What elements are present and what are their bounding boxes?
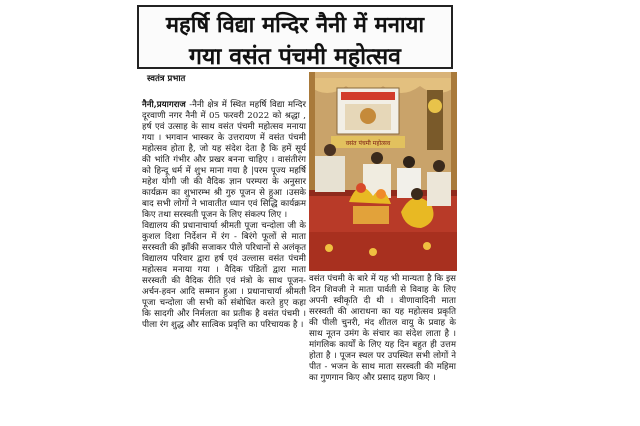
- article-paragraph-2: विद्यालय की प्रधानाचार्या श्रीमती पूजा चन्दोला जी के कुशल दिशा निर्देशन में रंग - बिरंगे फूलों से माता सरस्वती की झाँकी सजाकर पीले परिधानों से अलंकृत विद्यालय परिवार द्वारा हर्ष एवं उल्लास वसंत पंचमी महोत्सव मनाया गया । वैदिक पंडितों द्वारा माता सरस्वती की वैदिक रीति एवं मंत्रो के साथ पूजन-अर्चन-हवन आदि सम्मान हुआ । प्रधानाचार्या श्रीमती पूजा चन्दोला जी सभी को संबोधित करते हुए कहा कि सादगी और निर्मलता का प्रतीक है वसंत पंचमी । पीला रंग शुद्ध और सात्विक प्रवृत्ति का परिचायक है ।: [142, 221, 306, 330]
- headline-line-2: गया वसंत पंचमी महोत्सव: [189, 44, 401, 70]
- article-column-left: [142, 100, 306, 331]
- article-paragraph-3: वसंत पंचमी के बारे में यह भी मान्यता है कि इस दिन शिवजी ने माता पार्वती से विवाह के लिए अपनी स्वीकृति दी थी । वीणावादिनी माता सरस्वती की आराधना का यह महोत्सव प्रकृति की पीली चुनरी, मंद शीतल वायु के प्रवाह के साथ नूतन उमंग के संचार का संदेश लाता है । मांगलिक कार्यों के लिए यह दिन बहुत ही उत्तम होता है । पूजन स्थल पर उपस्थित सभी लोगों ने पीत - भजन के साथ माता सरस्वती की महिमा का गुणगान किए और प्रसाद ग्रहण किए ।: [309, 274, 456, 383]
- photo-banner-text: वसंत पंचमी महोत्सव: [345, 140, 391, 147]
- headline-box: [137, 5, 453, 69]
- headline-line-1: महर्षि विद्या मन्दिर नैनी में मनाया: [165, 13, 425, 38]
- photo-illustration: [309, 72, 457, 271]
- byline: स्वतंत्र प्रभात: [147, 74, 186, 84]
- dateline: नैनी,प्रयागराज: [142, 100, 186, 110]
- event-photo: [309, 72, 457, 271]
- article-column-right: [309, 274, 456, 384]
- paragraph-1-text: -नैनी क्षेत्र में स्थित महर्षि विद्या मन्दिर दूरवाणी नगर नैनी में 05 फरवरी 2022 को श्रद्धा , हर्ष एवं उत्साह के साथ वसंत पंचमी महोत्सव मनाया गया । भगवान भास्कर के उत्तरायण में वसंत पंचमी महोत्सव होता है, जो यह संदेश देता है कि हमें सूर्य की भांति गंभीर और प्रखर बनना चाहिए । वासंतीरंग को हिन्दू धर्म में शुभ माना गया है |परम पूज्य महर्षि महेश योगी जी की वैदिक ज्ञान परम्परा के अनुसार कार्यक्रम का शुभारम्भ श्री गुरु पूजन से हुआ ।उसके बाद सभी लोगों ने भावातीत ध्यान एवं सिद्धि कार्यक्रम किए तथा सरस्वती पूजन के लिए संकल्प लिए ।: [142, 100, 306, 220]
- article-paragraph-1: [142, 100, 306, 221]
